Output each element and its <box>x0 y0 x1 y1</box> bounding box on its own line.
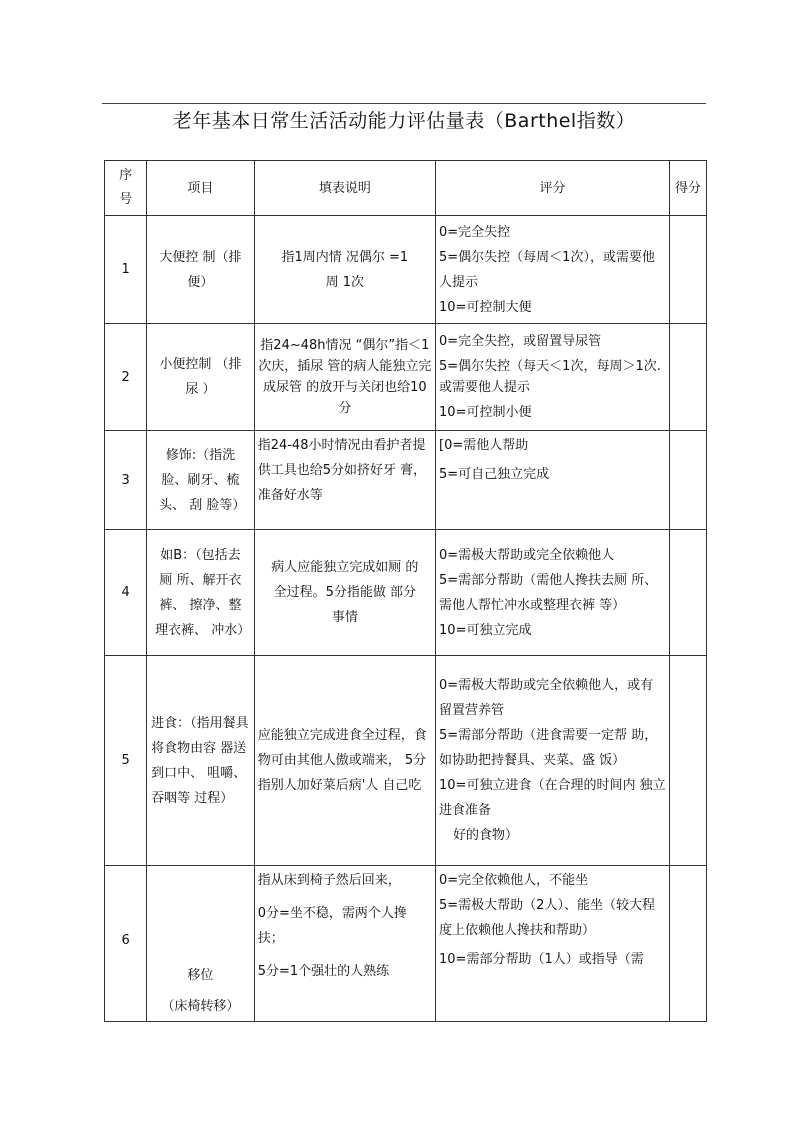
header-no: 序 号 <box>105 161 147 216</box>
row-score-cell <box>670 324 707 431</box>
row-options <box>436 324 670 431</box>
header-got: 得分 <box>670 161 707 216</box>
table-header-row <box>105 161 707 216</box>
option: 0=完全失控 <box>439 224 511 240</box>
table-row <box>105 216 707 324</box>
row-item: 如B：（包括去厕 所、解开衣裤、 擦净、整理衣裤、 冲水） <box>147 530 255 656</box>
row-score-cell <box>670 431 707 530</box>
row-number: 1 <box>105 216 147 324</box>
option: 10=可独立进食（在合理的时间内 独立进食准备 <box>439 778 666 818</box>
desc-line: 5分=1个强壮的人熟练 <box>257 964 390 979</box>
option: 5=需部分帮助（需他人搀扶去厕 所、需他人帮忙冲水或整理衣裤 等） <box>439 572 658 613</box>
option: 10=可控制小便 <box>439 405 532 420</box>
table-row <box>105 431 707 530</box>
row-number: 2 <box>105 324 147 431</box>
row-score-cell <box>670 216 707 324</box>
option: 0=需极大帮助或完全依赖他人 <box>439 547 615 563</box>
row-options <box>436 530 670 656</box>
row-item-subtitle: （床椅转移） <box>161 999 240 1014</box>
option: 10=需部分帮助（1人）或指导（需 <box>439 952 644 967</box>
row-number: 6 <box>105 866 147 1022</box>
row-item: 修饰:（指洗 脸、刷牙、梳 头、 刮 脸等） <box>147 431 255 530</box>
option: 5=偶尔失控（每天＜1次，每周＞1次.或需要他人提示 <box>439 359 661 395</box>
desc-line: 0分=坐不稳，需两个人搀扶； <box>257 906 407 946</box>
header-score: 评分 <box>436 161 670 216</box>
option: 5=可自己独立完成 <box>439 467 550 482</box>
row-score-cell <box>670 530 707 656</box>
page-title: 老年基本日常生活活动能力评估量表（Barthel指数） <box>172 110 636 132</box>
row-options <box>436 656 670 866</box>
table-row <box>105 656 707 866</box>
option: 好的食物） <box>453 828 519 843</box>
row-desc: 指24~48h情况 “偶尔”指＜1次庆，插尿 管的病人能独立完成尿管 的放开与关闭也给10分 <box>254 324 435 431</box>
option: 5=偶尔失控（每周＜1次），或需要他人提示 <box>439 249 655 290</box>
desc-line: 指从床到椅子然后回来， <box>257 873 401 888</box>
row-desc <box>254 866 435 1022</box>
row-item: 小便控制 （排尿 ） <box>147 324 255 431</box>
option: 0=完全依赖他人，不能坐 <box>439 873 589 888</box>
row-desc: 指24-48小时情况由看护者提供工具也给5分如挤好牙 膏，准备好水等 <box>254 431 435 530</box>
header-desc: 填表说明 <box>254 161 435 216</box>
row-number: 3 <box>105 431 147 530</box>
row-item: 进食：（指用餐具将食物由容 器送到口中、 咀嚼、吞咽等 过程） <box>147 656 255 866</box>
row-number: 4 <box>105 530 147 656</box>
barthel-table <box>104 160 707 1022</box>
row-item-title: 移位 <box>187 968 214 983</box>
row-desc: 应能独立完成进食全过程，食物可由其他人傲或端来， 5分指别人加好菜后病'人 自己吃 <box>254 656 435 866</box>
header-item: 项目 <box>147 161 255 216</box>
option: 10=可控制大便 <box>439 299 532 315</box>
row-item <box>147 866 255 1022</box>
row-desc: 病人应能独立完成如厕 的全过程。5分指能做 部分事情 <box>254 530 435 656</box>
option: 0=需极大帮助或完全依赖他人，或有留置营养管 <box>439 678 654 718</box>
row-options <box>436 216 670 324</box>
table-row <box>105 866 707 1022</box>
option: 5=需部分帮助（进食需要一定帮 助，如协助把持餐具、夹菜、盛 饭） <box>439 728 658 768</box>
row-options <box>436 431 670 530</box>
row-number: 5 <box>105 656 147 866</box>
row-desc: 指1周内情 况偶尔 =1周 1次 <box>254 216 435 324</box>
option: 10=可独立完成 <box>439 622 532 638</box>
title-rule <box>102 103 706 104</box>
row-options <box>436 866 670 1022</box>
option: 0=完全失控，或留置导尿管 <box>439 334 602 349</box>
row-item: 大便控 制（排 便） <box>147 216 255 324</box>
table-row <box>105 324 707 431</box>
row-score-cell <box>670 866 707 1022</box>
option: 5=需极大帮助（2人）、能坐（较大程度上依赖他人搀扶和帮助） <box>439 898 655 938</box>
row-score-cell <box>670 656 707 866</box>
table-row <box>105 530 707 656</box>
option: [0=需他人帮助 <box>439 438 529 453</box>
